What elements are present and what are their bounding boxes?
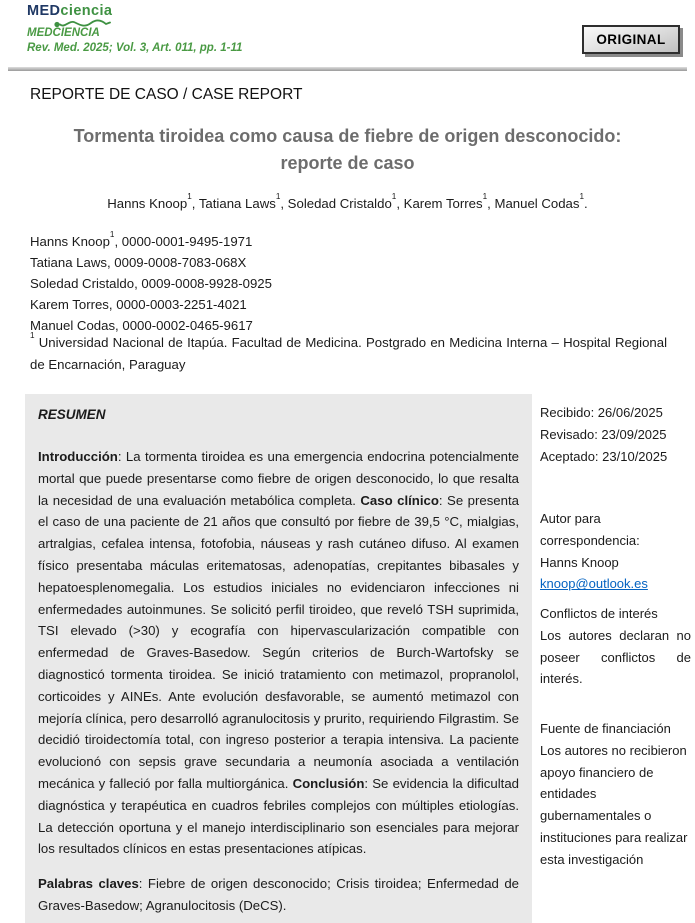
section-label: REPORTE DE CASO / CASE REPORT bbox=[30, 86, 303, 103]
conflicts-heading: Conflictos de interés bbox=[540, 606, 658, 621]
funding-block bbox=[540, 718, 691, 871]
abstract-body: Introducción: La tormenta tiroidea es una emergencia endocrina potencialmente mortal que puede presentarse como fiebre de origen desconocido, lo que resalta la necesidad de una evaluación metabólica completa. Caso clínico: Se presenta el caso de una paciente de 21 años que consultó por fiebre de 39,5 °C, mialgias, artralgias, cefalea intensa, fotofobia, náuseas y rash cutáneo difuso. Al examen físico presentaba máculas eritematosas, adenopatías, crepitantes bibasales y hepatoesplenomegalia. Los estudios iniciales no evidenciaron infecciones ni enfermedades autoinmunes. Se solicitó perfil tiroideo, que reveló TSH suprimida, TSI elevado (>30) y ecografía con hipervascularización compatible con enfermedad de Graves-Basedow. Según criterios de Burch-Wartofsky se diagnosticó tormenta tiroidea. Se inició tratamiento con metimazol, propranolol, corticoides y AINEs. Ante evolución desfavorable, se aumentó metimazol con mejoría clínica, pero desarrolló agranulocitosis y prurito, requiriendo Filgrastim. Se decidió tiroidectomía total, con ingreso posterior a terapia intensiva. La paciente evolucionó con sepsis grave secundaria a neumonía asociada a ventilación mecánica y falleció por falla multiorgánica. Conclusión: Se evidencia la dificultad diagnóstica y terapéutica en cuadros febriles complejos con múltiples etiologías. La detección oportuna y el manejo interdisciplinario son esenciales para mejorar los resultados clínicos en estas presentaciones atípicas. bbox=[38, 449, 519, 857]
journal-name: MEDCIENCIA bbox=[27, 27, 100, 39]
affiliation-note: $^1$ Universidad Nacional de Itapúa. Facultad de Medicina. Postgrado en Medicina Interna – Hospital Regional de Encarnación, Paraguay bbox=[30, 330, 667, 372]
orcid-entry: Tatiana Laws, 0009-0008-7083-068X bbox=[30, 255, 247, 270]
journal-logo bbox=[27, 4, 113, 29]
article-title-line2: reporte de caso bbox=[280, 153, 415, 173]
journal-citation: Rev. Med. 2025; Vol. 3, Art. 011, pp. 1-11 bbox=[27, 42, 243, 54]
logo-ciencia-text: ciencia bbox=[60, 3, 113, 19]
article-title bbox=[0, 123, 695, 177]
article-type-badge: ORIGINAL bbox=[582, 25, 680, 54]
orcid-list bbox=[30, 231, 272, 336]
logo-med-text: MED bbox=[27, 3, 61, 19]
review-dates bbox=[540, 402, 691, 467]
authors-line: Hanns Knoop$^1$, Tatiana Laws$^1$, Soledad Cristaldo$^1$, Karem Torres$^1$, Manuel Codas$^1$. bbox=[107, 191, 588, 211]
funding-heading: Fuente de financiación bbox=[540, 721, 671, 736]
header-divider bbox=[8, 67, 687, 71]
article-title-line1: Tormenta tiroidea como causa de fiebre de origen desconocido: bbox=[73, 126, 622, 146]
abstract-keywords: Palabras claves: Fiebre de origen desconocido; Crisis tiroidea; Enfermedad de Graves-Basedow; Agranulocitosis (DeCS). bbox=[38, 876, 519, 913]
conflicts-text: Los autores declaran no poseer conflictos de interés. bbox=[540, 627, 691, 687]
correspondence-email-link[interactable]: knoop@outlook.es bbox=[540, 576, 648, 592]
revised-date: Revisado: 23/09/2025 bbox=[540, 426, 667, 442]
correspondence-block bbox=[540, 508, 691, 595]
accepted-date: Aceptado: 23/10/2025 bbox=[540, 448, 668, 464]
orcid-entry: Soledad Cristaldo, 0009-0008-9928-0925 bbox=[30, 276, 272, 291]
orcid-entry: Karem Torres, 0000-0003-2251-4021 bbox=[30, 297, 247, 312]
orcid-entry: Manuel Codas, 0000-0002-0465-9617 bbox=[30, 318, 253, 333]
received-date: Recibido: 26/06/2025 bbox=[540, 405, 663, 420]
journal-logo-text bbox=[27, 4, 113, 18]
correspondence-name: Hanns Knoop bbox=[540, 554, 619, 570]
orcid-entry: Hanns Knoop$^1$, 0000-0001-9495-1971 bbox=[30, 229, 253, 249]
correspondence-label: Autor para correspondencia: bbox=[540, 511, 640, 548]
conflicts-block bbox=[540, 603, 691, 690]
funding-text: Los autores no recibieron apoyo financiero de entidades gubernamentales o instituciones para realizar esta investigación bbox=[540, 742, 688, 867]
abstract-heading: RESUMEN bbox=[38, 407, 106, 422]
abstract-box bbox=[25, 394, 532, 923]
